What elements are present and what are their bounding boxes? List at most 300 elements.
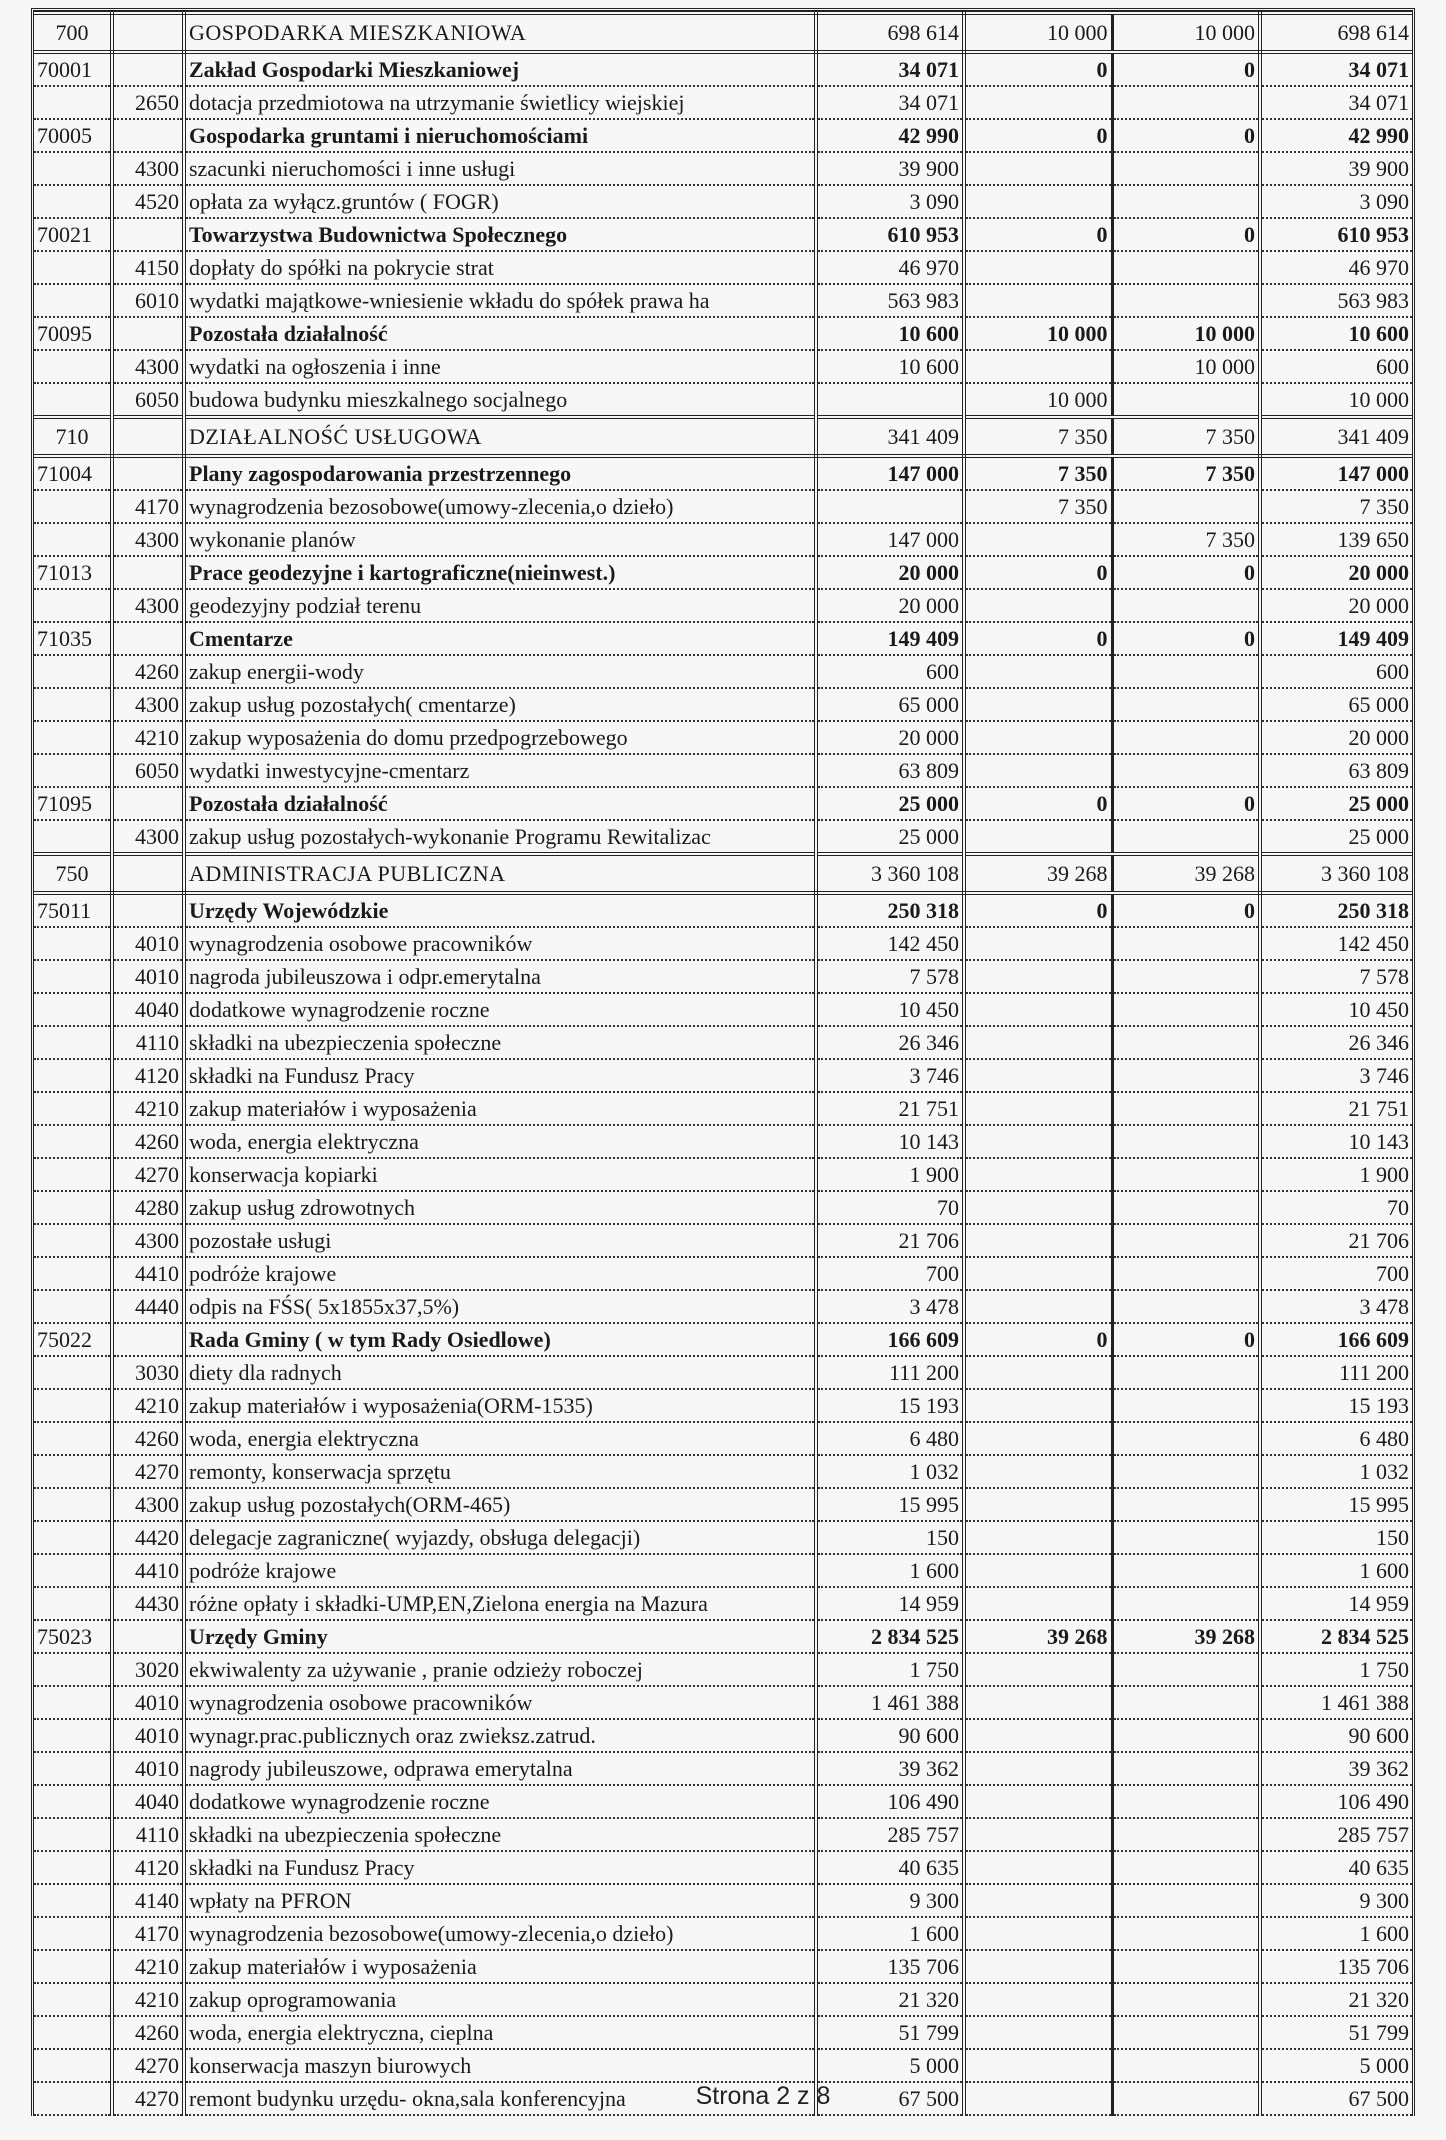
amended-amount-cell: 9 300 <box>1260 1884 1412 1917</box>
plan-amount-cell: 250 318 <box>816 893 964 927</box>
plan-amount-cell: 7 578 <box>816 960 964 993</box>
division-code-cell <box>34 1092 112 1125</box>
division-code-cell <box>34 820 112 854</box>
description-cell: składki na Fundusz Pracy <box>184 1851 816 1884</box>
increase-amount-cell <box>964 350 1112 383</box>
increase-amount-cell: 0 <box>964 1323 1112 1356</box>
increase-amount-cell: 0 <box>964 52 1112 86</box>
plan-amount-cell: 6 480 <box>816 1422 964 1455</box>
description-cell: ekwiwalenty za używanie , pranie odzieży roboczej <box>184 1653 816 1686</box>
description-cell: zakup energii-wody <box>184 655 816 688</box>
plan-amount-cell: 166 609 <box>816 1323 964 1356</box>
plan-amount-cell: 135 706 <box>816 1950 964 1983</box>
paragraph-code-cell <box>112 854 184 893</box>
plan-amount-cell: 1 461 388 <box>816 1686 964 1719</box>
increase-amount-cell <box>964 1521 1112 1554</box>
table-row <box>34 589 1412 622</box>
paragraph-code-cell: 4430 <box>112 1587 184 1620</box>
division-code-cell: 700 <box>34 13 112 52</box>
plan-amount-cell: 14 959 <box>816 1587 964 1620</box>
increase-amount-cell <box>964 1587 1112 1620</box>
description-cell: dotacja przedmiotowa na utrzymanie świetlicy wiejskiej <box>184 86 816 119</box>
plan-amount-cell: 10 450 <box>816 993 964 1026</box>
plan-amount-cell: 51 799 <box>816 2016 964 2049</box>
paragraph-code-cell: 4300 <box>112 1224 184 1257</box>
table-row <box>34 1422 1412 1455</box>
plan-amount-cell: 70 <box>816 1191 964 1224</box>
amended-amount-cell: 1 600 <box>1260 1554 1412 1587</box>
plan-amount-cell: 1 750 <box>816 1653 964 1686</box>
increase-amount-cell <box>964 1785 1112 1818</box>
description-cell: zakup usług pozostałych( cmentarze) <box>184 688 816 721</box>
increase-amount-cell: 7 350 <box>964 456 1112 490</box>
table-row <box>34 1851 1412 1884</box>
paragraph-code-cell: 4170 <box>112 490 184 523</box>
amended-amount-cell: 341 409 <box>1260 417 1412 456</box>
division-code-cell <box>34 1554 112 1587</box>
table-row <box>34 383 1412 417</box>
plan-amount-cell: 3 478 <box>816 1290 964 1323</box>
amended-amount-cell: 1 600 <box>1260 1917 1412 1950</box>
amended-amount-cell: 51 799 <box>1260 2016 1412 2049</box>
increase-amount-cell <box>964 1455 1112 1488</box>
increase-amount-cell <box>964 1719 1112 1752</box>
amended-amount-cell: 2 834 525 <box>1260 1620 1412 1653</box>
amended-amount-cell: 698 614 <box>1260 13 1412 52</box>
increase-amount-cell <box>964 1686 1112 1719</box>
division-code-cell <box>34 1125 112 1158</box>
table-row <box>34 1488 1412 1521</box>
amended-amount-cell: 40 635 <box>1260 1851 1412 1884</box>
description-cell: dodatkowe wynagrodzenie roczne <box>184 1785 816 1818</box>
table-row <box>34 1356 1412 1389</box>
paragraph-code-cell: 4300 <box>112 589 184 622</box>
decrease-amount-cell <box>1112 960 1260 993</box>
decrease-amount-cell <box>1112 655 1260 688</box>
plan-amount-cell: 10 143 <box>816 1125 964 1158</box>
amended-amount-cell: 34 071 <box>1260 86 1412 119</box>
paragraph-code-cell <box>112 218 184 251</box>
decrease-amount-cell <box>1112 1917 1260 1950</box>
decrease-amount-cell <box>1112 1059 1260 1092</box>
amended-amount-cell: 147 000 <box>1260 456 1412 490</box>
amended-amount-cell: 700 <box>1260 1257 1412 1290</box>
plan-amount-cell: 147 000 <box>816 523 964 556</box>
increase-amount-cell <box>964 1125 1112 1158</box>
decrease-amount-cell <box>1112 1521 1260 1554</box>
table-row <box>34 350 1412 383</box>
increase-amount-cell <box>964 1092 1112 1125</box>
plan-amount-cell: 1 032 <box>816 1455 964 1488</box>
paragraph-code-cell: 3020 <box>112 1653 184 1686</box>
division-code-cell <box>34 1026 112 1059</box>
plan-amount-cell: 39 362 <box>816 1752 964 1785</box>
division-code-cell: 750 <box>34 854 112 893</box>
paragraph-code-cell: 4410 <box>112 1257 184 1290</box>
division-code-cell <box>34 688 112 721</box>
division-code-cell <box>34 86 112 119</box>
table-row <box>34 960 1412 993</box>
decrease-amount-cell: 7 350 <box>1112 417 1260 456</box>
increase-amount-cell: 0 <box>964 622 1112 655</box>
paragraph-code-cell: 3030 <box>112 1356 184 1389</box>
amended-amount-cell: 1 750 <box>1260 1653 1412 1686</box>
plan-amount-cell: 15 995 <box>816 1488 964 1521</box>
decrease-amount-cell: 0 <box>1112 218 1260 251</box>
paragraph-code-cell: 4110 <box>112 1818 184 1851</box>
paragraph-code-cell <box>112 119 184 152</box>
division-code-cell: 70021 <box>34 218 112 251</box>
increase-amount-cell <box>964 86 1112 119</box>
division-code-cell <box>34 251 112 284</box>
division-code-cell <box>34 1818 112 1851</box>
paragraph-code-cell: 4150 <box>112 251 184 284</box>
paragraph-code-cell: 4010 <box>112 1686 184 1719</box>
table-row <box>34 152 1412 185</box>
division-code-cell <box>34 490 112 523</box>
paragraph-code-cell: 4210 <box>112 1950 184 1983</box>
amended-amount-cell: 6 480 <box>1260 1422 1412 1455</box>
description-cell: Gospodarka gruntami i nieruchomościami <box>184 119 816 152</box>
division-code-cell: 70001 <box>34 52 112 86</box>
amended-amount-cell: 10 000 <box>1260 383 1412 417</box>
section-row <box>34 854 1412 893</box>
plan-amount-cell: 106 490 <box>816 1785 964 1818</box>
increase-amount-cell <box>964 1191 1112 1224</box>
amended-amount-cell: 5 000 <box>1260 2049 1412 2082</box>
description-cell: opłata za wyłącz.gruntów ( FOGR) <box>184 185 816 218</box>
increase-amount-cell: 0 <box>964 556 1112 589</box>
division-code-cell: 75023 <box>34 1620 112 1653</box>
increase-amount-cell <box>964 1224 1112 1257</box>
increase-amount-cell <box>964 523 1112 556</box>
plan-amount-cell: 3 360 108 <box>816 854 964 893</box>
division-code-cell <box>34 1917 112 1950</box>
description-cell: geodezyjny podział terenu <box>184 589 816 622</box>
division-code-cell <box>34 2049 112 2082</box>
increase-amount-cell <box>964 960 1112 993</box>
description-cell: remonty, konserwacja sprzętu <box>184 1455 816 1488</box>
description-cell: szacunki nieruchomości i inne usługi <box>184 152 816 185</box>
table-row <box>34 1521 1412 1554</box>
amended-amount-cell: 42 990 <box>1260 119 1412 152</box>
table-row <box>34 1257 1412 1290</box>
division-code-cell <box>34 383 112 417</box>
decrease-amount-cell <box>1112 1554 1260 1587</box>
division-code-cell <box>34 1290 112 1323</box>
decrease-amount-cell: 0 <box>1112 52 1260 86</box>
description-cell: remont budynku urzędu- okna,sala konferencyjna <box>184 2082 816 2115</box>
decrease-amount-cell: 7 350 <box>1112 456 1260 490</box>
description-cell: Cmentarze <box>184 622 816 655</box>
amended-amount-cell: 39 900 <box>1260 152 1412 185</box>
paragraph-code-cell: 6050 <box>112 754 184 787</box>
paragraph-code-cell: 4300 <box>112 350 184 383</box>
description-cell: Pozostała działalność <box>184 317 816 350</box>
increase-amount-cell <box>964 1290 1112 1323</box>
description-cell: pozostałe usługi <box>184 1224 816 1257</box>
division-code-cell <box>34 1884 112 1917</box>
increase-amount-cell <box>964 1059 1112 1092</box>
amended-amount-cell: 15 193 <box>1260 1389 1412 1422</box>
division-code-cell: 71013 <box>34 556 112 589</box>
increase-amount-cell: 7 350 <box>964 490 1112 523</box>
increase-amount-cell <box>964 1917 1112 1950</box>
description-cell: wydatki majątkowe-wniesienie wkładu do spółek prawa ha <box>184 284 816 317</box>
increase-amount-cell <box>964 1356 1112 1389</box>
amended-amount-cell: 67 500 <box>1260 2082 1412 2115</box>
decrease-amount-cell <box>1112 1719 1260 1752</box>
decrease-amount-cell <box>1112 1125 1260 1158</box>
division-code-cell: 710 <box>34 417 112 456</box>
division-code-cell <box>34 1257 112 1290</box>
division-code-cell: 70095 <box>34 317 112 350</box>
division-code-cell <box>34 1059 112 1092</box>
division-code-cell: 70005 <box>34 119 112 152</box>
paragraph-code-cell: 4270 <box>112 2082 184 2115</box>
plan-amount-cell: 20 000 <box>816 589 964 622</box>
decrease-amount-cell <box>1112 1983 1260 2016</box>
plan-amount-cell: 39 900 <box>816 152 964 185</box>
paragraph-code-cell: 4420 <box>112 1521 184 1554</box>
table-row <box>34 1785 1412 1818</box>
paragraph-code-cell: 4270 <box>112 1455 184 1488</box>
amended-amount-cell: 142 450 <box>1260 927 1412 960</box>
paragraph-code-cell: 4170 <box>112 1917 184 1950</box>
decrease-amount-cell: 39 268 <box>1112 854 1260 893</box>
description-cell: wydatki inwestycyjne-cmentarz <box>184 754 816 787</box>
decrease-amount-cell: 0 <box>1112 556 1260 589</box>
amended-amount-cell: 90 600 <box>1260 1719 1412 1752</box>
decrease-amount-cell <box>1112 1158 1260 1191</box>
table-row <box>34 2049 1412 2082</box>
decrease-amount-cell <box>1112 1257 1260 1290</box>
description-cell: wpłaty na PFRON <box>184 1884 816 1917</box>
amended-amount-cell: 25 000 <box>1260 820 1412 854</box>
decrease-amount-cell: 0 <box>1112 787 1260 820</box>
plan-amount-cell: 1 600 <box>816 1917 964 1950</box>
decrease-amount-cell <box>1112 284 1260 317</box>
paragraph-code-cell: 4140 <box>112 1884 184 1917</box>
amended-amount-cell: 106 490 <box>1260 1785 1412 1818</box>
description-cell: Zakład Gospodarki Mieszkaniowej <box>184 52 816 86</box>
increase-amount-cell: 7 350 <box>964 417 1112 456</box>
amended-amount-cell: 14 959 <box>1260 1587 1412 1620</box>
table-row <box>34 86 1412 119</box>
table-row <box>34 1950 1412 1983</box>
division-code-cell <box>34 754 112 787</box>
paragraph-code-cell <box>112 417 184 456</box>
description-cell: wynagrodzenia osobowe pracowników <box>184 1686 816 1719</box>
table-row <box>34 1026 1412 1059</box>
amended-amount-cell: 65 000 <box>1260 688 1412 721</box>
table-row <box>34 688 1412 721</box>
plan-amount-cell: 3 746 <box>816 1059 964 1092</box>
budget-table <box>34 11 1412 2116</box>
description-cell: dodatkowe wynagrodzenie roczne <box>184 993 816 1026</box>
increase-amount-cell <box>964 1653 1112 1686</box>
increase-amount-cell <box>964 1257 1112 1290</box>
description-cell: zakup wyposażenia do domu przedpogrzebowego <box>184 721 816 754</box>
division-code-cell <box>34 993 112 1026</box>
decrease-amount-cell <box>1112 1752 1260 1785</box>
decrease-amount-cell: 0 <box>1112 1323 1260 1356</box>
paragraph-code-cell: 4010 <box>112 927 184 960</box>
increase-amount-cell <box>964 2049 1112 2082</box>
increase-amount-cell: 39 268 <box>964 1620 1112 1653</box>
increase-amount-cell <box>964 721 1112 754</box>
description-cell: wynagrodzenia osobowe pracowników <box>184 927 816 960</box>
paragraph-code-cell: 4010 <box>112 960 184 993</box>
description-cell: podróże krajowe <box>184 1554 816 1587</box>
paragraph-code-cell <box>112 456 184 490</box>
increase-amount-cell <box>964 1554 1112 1587</box>
section-row <box>34 417 1412 456</box>
decrease-amount-cell <box>1112 688 1260 721</box>
table-row <box>34 1125 1412 1158</box>
division-code-cell <box>34 1224 112 1257</box>
paragraph-code-cell: 4010 <box>112 1752 184 1785</box>
amended-amount-cell: 15 995 <box>1260 1488 1412 1521</box>
division-code-cell: 75011 <box>34 893 112 927</box>
table-row <box>34 1818 1412 1851</box>
amended-amount-cell: 250 318 <box>1260 893 1412 927</box>
decrease-amount-cell <box>1112 589 1260 622</box>
amended-amount-cell: 20 000 <box>1260 721 1412 754</box>
amended-amount-cell: 7 578 <box>1260 960 1412 993</box>
description-cell: konserwacja maszyn biurowych <box>184 2049 816 2082</box>
description-cell: zakup materiałów i wyposażenia <box>184 1950 816 1983</box>
division-code-cell: 71004 <box>34 456 112 490</box>
amended-amount-cell: 3 478 <box>1260 1290 1412 1323</box>
amended-amount-cell: 600 <box>1260 655 1412 688</box>
amended-amount-cell: 7 350 <box>1260 490 1412 523</box>
paragraph-code-cell <box>112 13 184 52</box>
table-row <box>34 1587 1412 1620</box>
plan-amount-cell: 21 706 <box>816 1224 964 1257</box>
paragraph-code-cell: 4270 <box>112 1158 184 1191</box>
increase-amount-cell: 39 268 <box>964 854 1112 893</box>
amended-amount-cell: 111 200 <box>1260 1356 1412 1389</box>
division-code-cell <box>34 1488 112 1521</box>
paragraph-code-cell: 4300 <box>112 523 184 556</box>
division-code-cell <box>34 1389 112 1422</box>
paragraph-code-cell: 4270 <box>112 2049 184 2082</box>
description-cell: Towarzystwa Budownictwa Społecznego <box>184 218 816 251</box>
decrease-amount-cell <box>1112 1389 1260 1422</box>
amended-amount-cell: 20 000 <box>1260 589 1412 622</box>
paragraph-code-cell <box>112 787 184 820</box>
decrease-amount-cell <box>1112 1455 1260 1488</box>
decrease-amount-cell <box>1112 1026 1260 1059</box>
table-row <box>34 1455 1412 1488</box>
paragraph-code-cell: 4260 <box>112 2016 184 2049</box>
decrease-amount-cell <box>1112 1686 1260 1719</box>
plan-amount-cell: 3 090 <box>816 185 964 218</box>
increase-amount-cell <box>964 1488 1112 1521</box>
decrease-amount-cell <box>1112 1290 1260 1323</box>
decrease-amount-cell <box>1112 185 1260 218</box>
division-code-cell <box>34 721 112 754</box>
increase-amount-cell <box>964 251 1112 284</box>
decrease-amount-cell <box>1112 1356 1260 1389</box>
description-cell: nagrody jubileuszowe, odprawa emerytalna <box>184 1752 816 1785</box>
plan-amount-cell: 20 000 <box>816 721 964 754</box>
decrease-amount-cell: 0 <box>1112 119 1260 152</box>
plan-amount-cell: 600 <box>816 655 964 688</box>
plan-amount-cell: 67 500 <box>816 2082 964 2115</box>
decrease-amount-cell: 0 <box>1112 893 1260 927</box>
decrease-amount-cell: 10 000 <box>1112 350 1260 383</box>
decrease-amount-cell <box>1112 490 1260 523</box>
table-row <box>34 1884 1412 1917</box>
paragraph-code-cell: 4210 <box>112 1092 184 1125</box>
amended-amount-cell: 20 000 <box>1260 556 1412 589</box>
increase-amount-cell <box>964 2016 1112 2049</box>
plan-amount-cell: 65 000 <box>816 688 964 721</box>
paragraph-code-cell <box>112 556 184 589</box>
description-cell: diety dla radnych <box>184 1356 816 1389</box>
division-code-cell <box>34 589 112 622</box>
decrease-amount-cell <box>1112 2016 1260 2049</box>
decrease-amount-cell <box>1112 721 1260 754</box>
description-cell: zakup usług pozostałych(ORM-465) <box>184 1488 816 1521</box>
increase-amount-cell <box>964 1026 1112 1059</box>
increase-amount-cell: 10 000 <box>964 13 1112 52</box>
table-row <box>34 754 1412 787</box>
amended-amount-cell: 34 071 <box>1260 52 1412 86</box>
division-code-cell <box>34 1752 112 1785</box>
paragraph-code-cell: 4520 <box>112 185 184 218</box>
division-code-cell <box>34 350 112 383</box>
amended-amount-cell: 149 409 <box>1260 622 1412 655</box>
decrease-amount-cell <box>1112 1884 1260 1917</box>
description-cell: budowa budynku mieszkalnego socjalnego <box>184 383 816 417</box>
description-cell: Rada Gminy ( w tym Rady Osiedlowe) <box>184 1323 816 1356</box>
plan-amount-cell: 15 193 <box>816 1389 964 1422</box>
description-cell: składki na ubezpieczenia społeczne <box>184 1026 816 1059</box>
table-row <box>34 1389 1412 1422</box>
division-code-cell <box>34 1785 112 1818</box>
amended-amount-cell: 26 346 <box>1260 1026 1412 1059</box>
description-cell: nagroda jubileuszowa i odpr.emerytalna <box>184 960 816 993</box>
division-code-cell <box>34 1521 112 1554</box>
division-code-cell <box>34 1356 112 1389</box>
paragraph-code-cell: 4120 <box>112 1059 184 1092</box>
amended-amount-cell: 10 450 <box>1260 993 1412 1026</box>
budget-table-container <box>31 8 1415 2116</box>
amended-amount-cell: 39 362 <box>1260 1752 1412 1785</box>
description-cell: ADMINISTRACJA PUBLICZNA <box>184 854 816 893</box>
description-cell: woda, energia elektryczna, cieplna <box>184 2016 816 2049</box>
plan-amount-cell: 20 000 <box>816 556 964 589</box>
paragraph-code-cell: 4280 <box>112 1191 184 1224</box>
paragraph-code-cell: 4300 <box>112 820 184 854</box>
chapter-row <box>34 556 1412 589</box>
description-cell: składki na Fundusz Pracy <box>184 1059 816 1092</box>
paragraph-code-cell: 4210 <box>112 721 184 754</box>
decrease-amount-cell <box>1112 820 1260 854</box>
section-row <box>34 13 1412 52</box>
description-cell: zakup usług zdrowotnych <box>184 1191 816 1224</box>
description-cell: wydatki na ogłoszenia i inne <box>184 350 816 383</box>
description-cell: zakup materiałów i wyposażenia(ORM-1535) <box>184 1389 816 1422</box>
plan-amount-cell: 142 450 <box>816 927 964 960</box>
increase-amount-cell <box>964 589 1112 622</box>
plan-amount-cell: 610 953 <box>816 218 964 251</box>
increase-amount-cell <box>964 1950 1112 1983</box>
chapter-row <box>34 456 1412 490</box>
